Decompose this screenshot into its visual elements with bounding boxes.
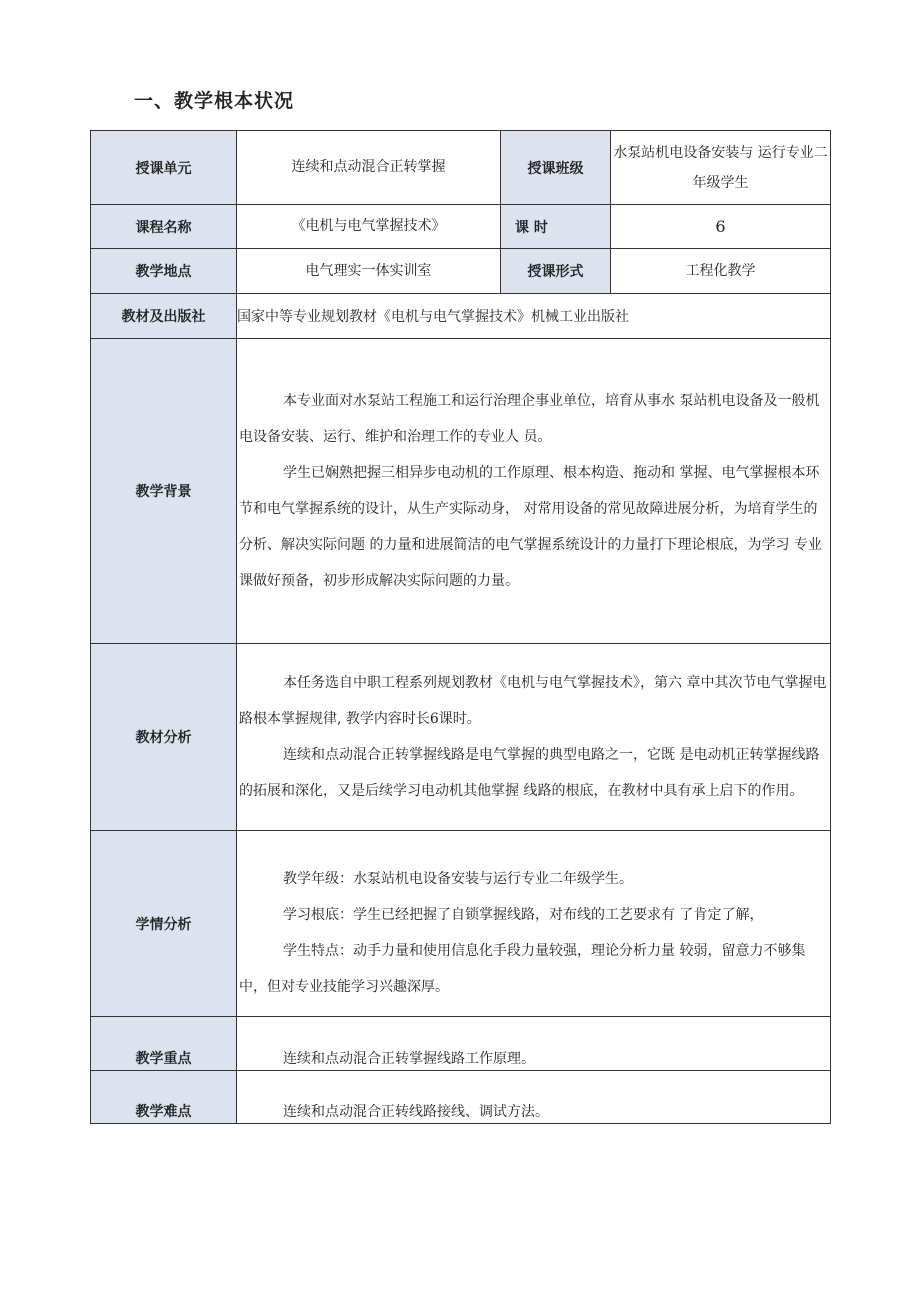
form-value: 工程化教学	[611, 249, 831, 294]
background-label: 教学背景	[91, 339, 237, 644]
table-row	[91, 294, 831, 339]
section-heading: 一、教学根本状况	[134, 90, 295, 112]
form-label: 授课形式	[501, 249, 611, 294]
background-paragraph-2: 学生已娴熟把握三相异步电动机的工作原理、根本构造、拖动和 掌握、电气掌握根本环节和电气掌握系统的设计，从生产实际动身， 对常用设备的常见故障进展分析，为培育学生的分析、解决实际问题 的力量和进展简洁的电气掌握系统设计的力量打下理论根底，为学习 专业课做好预备，初步形成解决实际问题的力量。	[239, 465, 822, 589]
material-paragraph-2: 连续和点动混合正转掌握线路是电气掌握的典型电路之一，它既 是电动机正转掌握线路的拓展和深化，又是后续学习电动机其他掌握 线路的根底，在教材中具有承上启下的作用。	[239, 747, 820, 799]
focus-label: 教学重点	[91, 1017, 237, 1071]
background-paragraph-1: 本专业面对水泵站工程施工和运行治理企事业单位，培育从事水 泵站机电设备及一般机电设备安装、运行、维护和治理工作的专业人 员。	[239, 393, 820, 445]
class-label: 授课班级	[501, 131, 611, 205]
table-row	[91, 249, 831, 294]
students-paragraph-3: 学生特点：动手力量和使用信息化手段力量较强，理论分析力量 较弱，留意力不够集中，但对专业技能学习兴趣深厚。	[239, 942, 806, 995]
table-row	[91, 339, 831, 644]
focus-value: 连续和点动混合正转掌握线路工作原理。	[237, 1017, 831, 1071]
students-paragraph-1: 教学年级：水泵站机电设备安装与运行专业二年级学生。	[283, 870, 633, 887]
hours-value: 6	[611, 205, 831, 249]
table-row	[91, 205, 831, 249]
background-content	[237, 339, 831, 644]
students-content	[237, 831, 831, 1017]
place-label: 教学地点	[91, 249, 237, 294]
textbook-label: 教材及出版社	[91, 294, 237, 339]
hours-label: 课 时	[501, 205, 611, 249]
students-paragraph-2: 学习根底：学生已经把握了自锁掌握线路，对布线的工艺要求有 了肯定了解，	[283, 906, 764, 923]
table-row	[91, 644, 831, 831]
table-row	[91, 1017, 831, 1071]
material-label: 教材分析	[91, 644, 237, 831]
difficulty-label: 教学难点	[91, 1071, 237, 1124]
material-content	[237, 644, 831, 831]
basic-info-table	[90, 130, 831, 1124]
table-row	[91, 131, 831, 205]
unit-label: 授课单元	[91, 131, 237, 205]
unit-value: 连续和点动混合正转掌握	[237, 131, 501, 205]
course-label: 课程名称	[91, 205, 237, 249]
class-value: 水泵站机电设备安装与 运行专业二年级学生	[611, 131, 831, 205]
table-row	[91, 1071, 831, 1124]
difficulty-value: 连续和点动混合正转线路接线、调试方法。	[237, 1071, 831, 1124]
textbook-value: 国家中等专业规划教材《电机与电气掌握技术》机械工业出版社	[237, 294, 831, 339]
students-label: 学情分析	[91, 831, 237, 1017]
place-value: 电气理实一体实训室	[237, 249, 501, 294]
material-paragraph-1: 本任务选自中职工程系列规划教材《电机与电气掌握技术》，第六 章中其次节电气掌握电路根本掌握规律, 教学内容时长6课时。	[239, 675, 827, 727]
table-row	[91, 831, 831, 1017]
course-value: 《电机与电气掌握技术》	[237, 205, 501, 249]
